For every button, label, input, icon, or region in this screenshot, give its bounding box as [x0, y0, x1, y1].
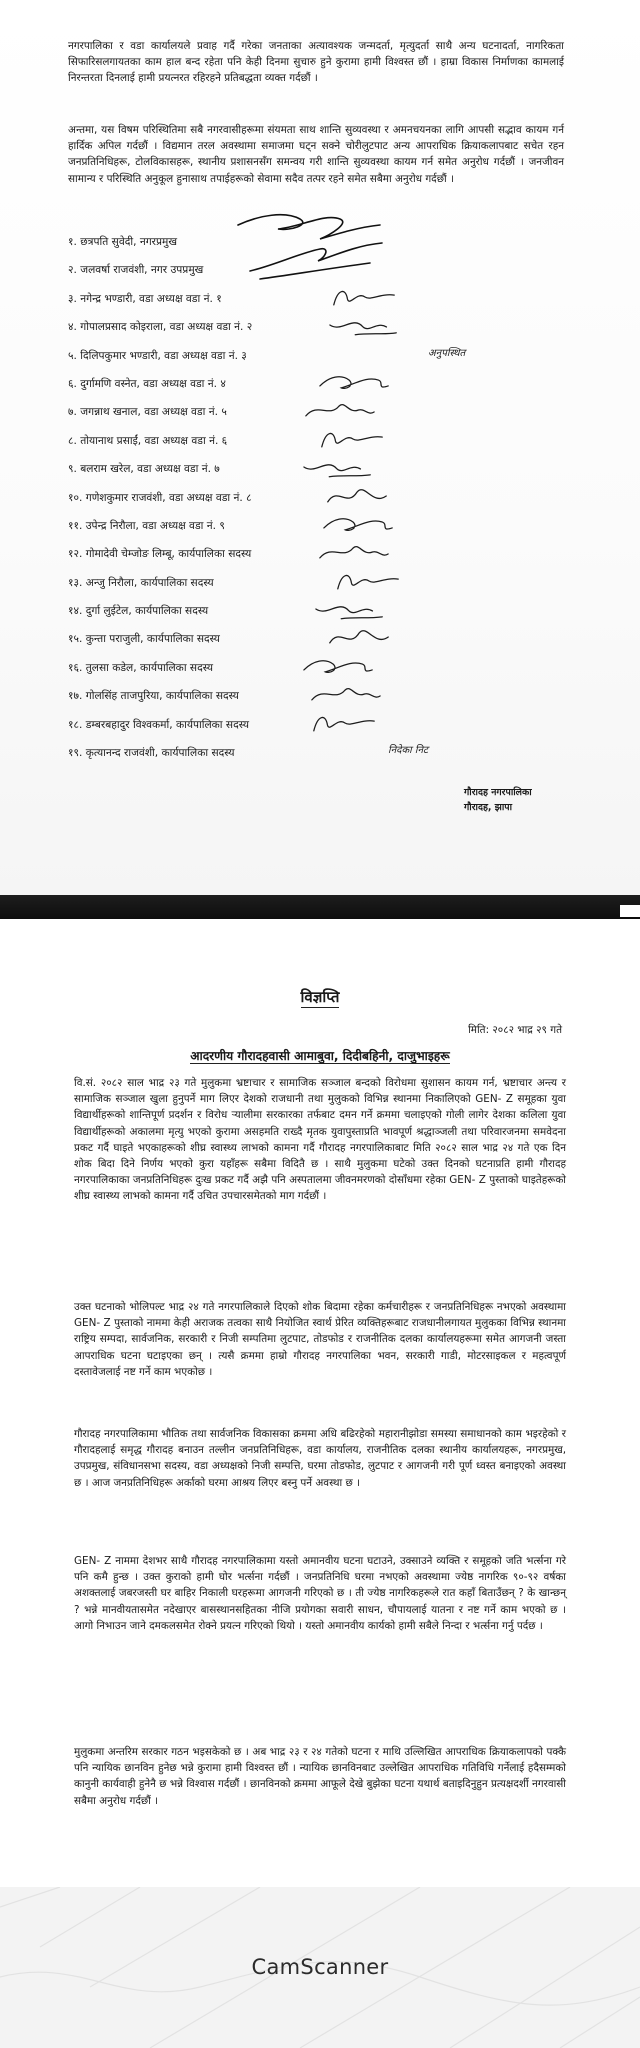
- signatory-row: [68, 717, 588, 745]
- notice-title: [0, 987, 640, 1007]
- notice-paragraph: GEN- Z नाममा देशभर साथै गौरादह नगरपालिकामा यस्तो अमानवीय घटना घटाउने, उक्साउने व्यक्ति र समूहको जति भर्त्सना गरे पनि कमै हुन्छ । उक्त कुराको हामी घोर भर्त्सना गर्दछौं । जनप्रतिनिधि घरमा नभएको अवस्थामा ज्येष्ठ नागरिक ९०-९२ वर्षका अशक्तलाई जबरजस्ती घर बाहिर निकाली घरहरूमा आगजनी गरिएको छ । ती ज्येष्ठ नागरिकहरूले रात कहाँ बिताउँछन् ? के खान्छन् ? भन्ने मानवीयतासमेत नदेखाएर बासस्थानसहितका नीजि प्रयोगका सवारी साधन, चौपायलाई यातना र नष्ट गर्ने काम भएको छ । आगो निभाउन जाने दमकलसमेत रोक्ने प्रयत्न गरिएको थियो । यस्तो अमानवीय कार्यको हामी सबैले निन्दा र भर्त्सना गर्नु पर्दछ ।: [74, 1555, 566, 1632]
- signatory-name: ४. गोपालप्रसाद कोइराला, वडा अध्यक्ष वडा नं. २: [68, 321, 253, 334]
- signatory-name: १८. डम्बरबहादुर विश्वकर्मा, कार्यपालिका सदस्य: [68, 718, 249, 731]
- signatory-row: [68, 745, 588, 773]
- signatory-signature-note: निदेका निट: [388, 745, 429, 757]
- salutation: [0, 1047, 640, 1064]
- notice-page: [0, 919, 640, 1887]
- signatory-name: ६. दुर्गामणि वस्नेत, वडा अध्यक्ष वडा नं. ४: [68, 377, 226, 390]
- paragraph-appeal: अन्तमा, यस विषम परिस्थितिमा सबै नगरवासीहरूमा संयमता साथ शान्ति सुव्यवस्था र अमनचयनका लागि आपसी सद्भाव कायम गर्न हार्दिक अपिल गर्दछौं । विद्यमान तरल अवस्थामा समाजमा घट्न सक्ने चोरीलुटपाट अन्य आपराधिक क्रियाकलापबाट सचेत रहन जनप्रतिनिधिहरू, टोलविकासहरू, स्थानीय प्रशासनसँग समन्वय गरी शान्ति सुव्यवस्था कायम गर्न समेत अनुरोध गर्दछौं । जनजीवन सामान्य र परिस्थिति अनुकूल हुनासाथ तपाईहरूको सेवामा सदैव तत्पर रहने समेत सबैमा अनुरोध गर्दछौं ।: [68, 124, 564, 185]
- signatory-name: ११. उपेन्द्र निरौला, वडा अध्यक्ष वडा नं. ९: [68, 519, 225, 532]
- signatory-signature-note: अनुपस्थित: [428, 347, 466, 359]
- signatory-name: १. छत्रपति सुवेदी, नगरप्रमुख: [68, 236, 178, 248]
- office-stamp-text: [464, 785, 584, 815]
- salutation-text: आदरणीय गौरादहवासी आमाबुवा, दिदीबहिनी, दाजुभाइहरू: [190, 1049, 450, 1063]
- signature-image: [300, 453, 378, 483]
- signatory-name: ३. नगेन्द्र भण्डारी, वडा अध्यक्ष वडा नं. १: [68, 292, 222, 305]
- signature-image: [320, 510, 398, 540]
- camscanner-brand: CamScanner: [251, 1955, 389, 1979]
- signatory-row: [68, 234, 588, 262]
- signatory-name: १५. कुन्ता पराजुली, कार्यपालिका सदस्य: [68, 633, 220, 646]
- signature-image: [326, 283, 404, 313]
- letter-page-1: [0, 0, 640, 895]
- signature-image: [306, 709, 384, 739]
- signatory-name: १३. अन्जु निरौला, कार्यपालिका सदस्य: [68, 576, 214, 589]
- signatory-row: [68, 546, 588, 574]
- signatory-name: १४. दुर्गा लुईटेल, कार्यपालिका सदस्य: [68, 605, 209, 618]
- office-name: गौरादह नगरपालिका: [464, 787, 532, 798]
- signatory-name: ८. तोयानाथ प्रसाईं, वडा अध्यक्ष वडा नं. ६: [68, 434, 228, 447]
- scan-edge: [620, 905, 640, 917]
- signature-image: [314, 425, 392, 455]
- signature-image: [318, 482, 396, 512]
- signatory-list: [68, 234, 588, 773]
- notice-paragraph: मुलुकमा अन्तरिम सरकार गठन भइसकेको छ । अब भाद्र २३ र २४ गतेको घटना र माथि उल्लिखित आपराधिक क्रियाकलापको पक्कै पनि न्यायिक छानविन हुनेछ भन्ने कुरामा हामी विश्वस्त छौं । न्यायिक छानविनबाट उल्लेखित आपराधिक गतिविधि गर्नेलाई हदैसम्मको कानुनी कार्यवाही हुनेनै छ भन्ने विश्वास गर्दछौं । छानविनको क्रममा आफूले देखे बुझेका घटना यथार्थ बताइदिनुहुन प्रत्यक्षदर्शी नगरवासी सबैमा अनुरोध गर्दछौं ।: [74, 1746, 566, 1807]
- signature-image: [326, 311, 404, 341]
- signature-image: [312, 595, 390, 625]
- scan-page-separator: [0, 895, 640, 919]
- signatory-name: ७. जगन्नाथ खनाल, वडा अध्यक्ष वडा नं. ५: [68, 406, 227, 419]
- signatory-name: २. जलवर्षा राजवंशी, नगर उपप्रमुख: [68, 264, 204, 277]
- signature-image: [300, 652, 378, 682]
- notice-paragraph: गौरादह नगरपालिकामा भौतिक तथा सार्वजनिक विकासका क्रममा अधि बढिरहेको महारानीझोडा समस्या समाधानको काम भइरहेको र गौरादहलाई समृद्ध गौरादह बनाउन तल्लीन जनप्रतिनिधिहरू, वडा कार्यालय, राजनीतिक दलका स्थानीय कार्यालयहरू, नगरप्रमुख, उपप्रमुख, संविधानसभा सदस्य, वडा अध्यक्षको निजी सम्पत्ति, घरमा तोडफोड, लुटपाट र आगजनी गरी पूर्ण ध्वस्त बनाइएको अवस्था छ । आज जनप्रतिनिधिहरू अर्काको घरमा आश्रय लिएर बस्नु पर्ने अवस्था छ ।: [74, 1428, 566, 1489]
- signatory-name: ९. बलराम खरेल, वडा अध्यक्ष वडा नं. ७: [68, 463, 220, 476]
- signatory-name: १०. गणेशकुमार राजवंशी, वडा अध्यक्ष वडा नं. ८: [68, 491, 252, 504]
- signature-image: [320, 623, 398, 653]
- signatory-name: ५. दिलिपकुमार भण्डारी, वडा अध्यक्ष वडा नं. ३: [68, 349, 247, 362]
- signatory-name: १२. गोमादेवी चेम्जोङ लिम्बू, कार्यपालिका सदस्य: [68, 548, 252, 561]
- signature-image: [314, 538, 392, 568]
- signatory-name: १६. तुलसा कडेल, कार्यपालिका सदस्य: [68, 661, 213, 674]
- signatory-name: १९. कृत्यानन्द राजवंशी, कार्यपालिका सदस्य: [68, 747, 235, 760]
- signature-image: [300, 396, 378, 426]
- signatory-name: १७. गोलसिंह ताजपुरिया, कार्यपालिका सदस्य: [68, 690, 239, 703]
- signature-image: [330, 567, 408, 597]
- camscanner-footer: [0, 1887, 640, 2048]
- office-address: गौरादह, झापा: [464, 802, 513, 813]
- notice-date: मिति: २०८२ भाद्र २९ गते: [468, 1024, 562, 1036]
- notice-paragraph: उक्त घटनाको भोलिपल्ट भाद्र २४ गते नगरपालिकाले दिएको शोक बिदामा रहेका कर्मचारीहरू र जनप्रतिनिधिहरू नभएको अवस्थामा GEN- Z पुस्ताको नाममा केही अराजक तत्वका साथै नियोजित स्वार्थ प्रेरित व्यक्तिहरूबाट राजधानीलगायत मुलुकका विभिन्न स्थानमा राष्ट्रिय सम्पदा, सार्वजनिक, सरकारी र निजी सम्पतिमा लुटपाट, तोडफोड र राजनीतिक दलका कार्यालयहरूमा समेत आगजनी जस्ता आपराधिक घटना घटाइएका छन् । त्यसै क्रममा हाम्रो गौरादह नगरपालिका भवन, सरकारी गाडी, मोटरसाइकल र महत्वपूर्ण दस्तावेजलाई नष्ट गर्ने काम भएकोछ ।: [74, 1301, 566, 1378]
- notice-paragraph: वि.सं. २०८२ साल भाद्र २३ गते मुलुकमा भ्रष्टाचार र सामाजिक सञ्जाल बन्दको विरोधमा सुशासन कायम गर्न, भ्रष्टाचार अन्त्य र सामाजिक सञ्जाल खुला हुनुपर्ने माग लिएर देशको राजधानी तथा मुलुकको विभिन्न स्थानमा निकालिएको GEN- Z समूहका युवा विद्यार्थीहरूको शान्तिपूर्ण प्रदर्शन र विरोध र्‍यालीमा सरकारका तर्फबाट दमन गर्ने क्रममा चलाइएको गोली लागेर देशका कलिला युवा विद्यार्थीहरूको अकालमा मृत्यु भएको कुरामा असहमति राख्दै मृतक युवापुस्ताप्रति भावपूर्ण श्रद्धाञ्जली तथा परिवारजनमा समवेदना प्रकट गर्दै घाइते भएकाहरूको शीघ्र स्वास्थ्य लाभको कामना गर्दै गौरादह नगरपालिकाबाट मिति २०८२ साल भाद्र २४ गते एक दिन शोक बिदा दिने निर्णय भएको कुरा यहाँहरू सबैमा विदितै छ । साथै मुलुकमा घटेको उक्त दिनको घटनाप्रति हामी गौरादह नगरपालिकाका जनप्रतिनिधिहरू दुःख प्रकट गर्दै अझै पनि अस्पतालमा जीवनमरणको दोसाँधमा रहेका GEN- Z पुस्ताको घाइतेहरूको शीघ्र स्वास्थ्य लाभको कामना गर्दै उचित उपचारसमेतको माग गर्दछौं ।: [74, 1077, 566, 1203]
- signatory-row: [68, 319, 588, 347]
- signature-image: [306, 680, 384, 710]
- paragraph-services: नगरपालिका र वडा कार्यालयले प्रवाह गर्दै गरेका जनताका अत्यावश्यक जन्मदर्ता, मृत्युदर्ता साथै अन्य घटनादर्ता, नागरिकता सिफारिसलगायतका काम हाल बन्द रहेता पनि केही दिनमा सुचारु हुने कुरामा हामी विश्वस्त छौं । हाम्रा विकास निर्माणका कामलाई निरन्तरता दिनलाई हामी प्रयत्नरत रहिरहने प्रतिबद्धता व्यक्त गर्दछौं ।: [68, 40, 564, 85]
- notice-title-text: विज्ञप्ति: [300, 988, 340, 1006]
- signature-image: [316, 368, 394, 398]
